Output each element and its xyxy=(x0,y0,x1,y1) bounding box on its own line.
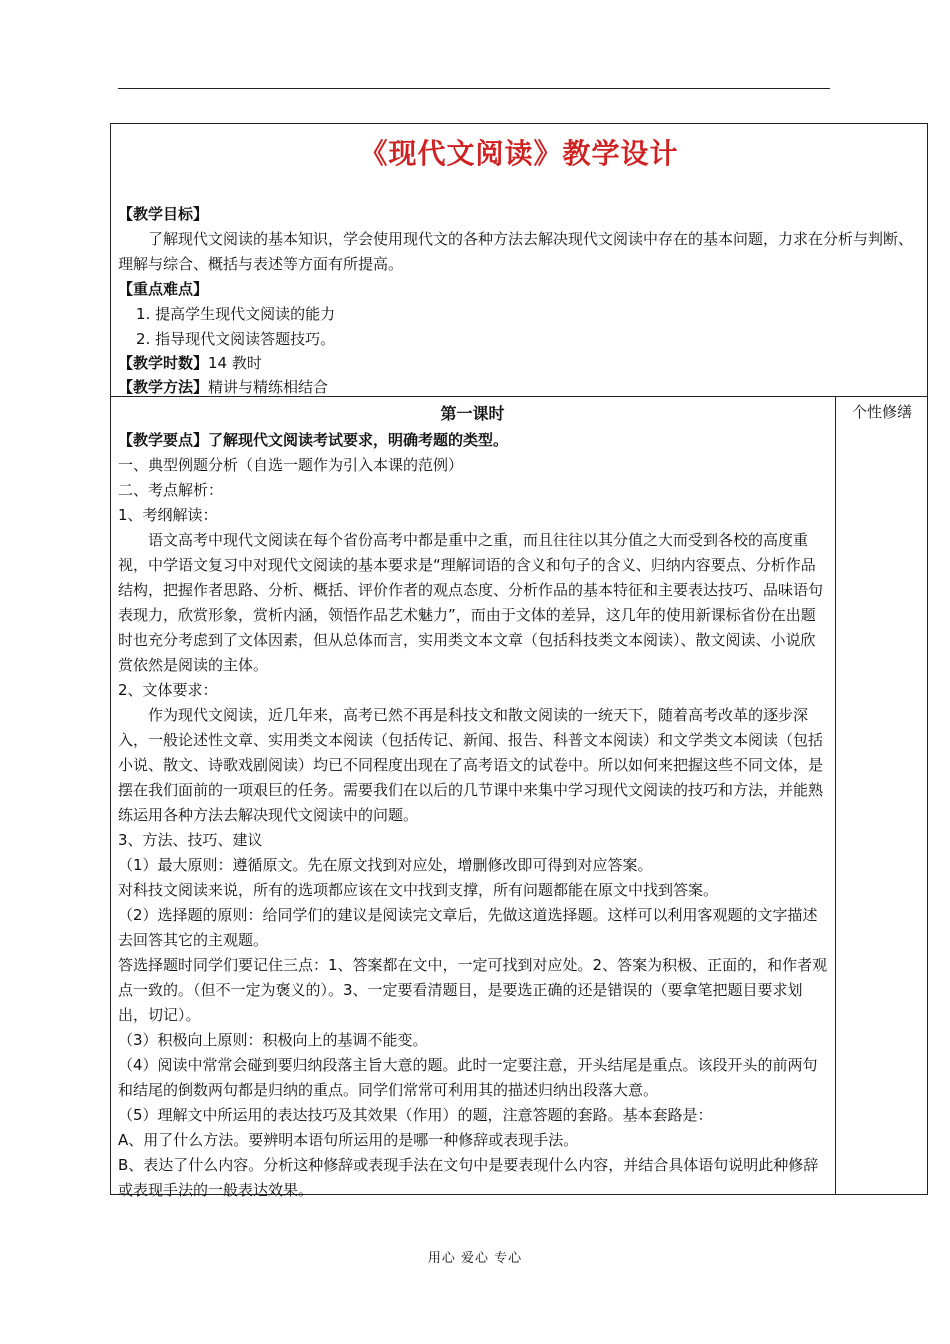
rule-line: 答选择题时同学们要记住三点：1、答案都在文中，一定可找到对应处。2、答案为积极、正面的，和作者观点一致的。（但不一定为褒义的）。3、一定要看清题目，是要选正确的还是错误的（要拿笔把题目要求划出，切记）。 xyxy=(118,956,828,1024)
hours-line xyxy=(118,351,926,376)
content-line: 二、考点解析： xyxy=(118,481,224,499)
rule-line: （2）选择题的原则：给同学们的建议是阅读完文章后，先做这道选择题。这样可以利用客观题的文字描述去回答其它的主观题。 xyxy=(118,906,818,949)
method-value: 精讲与精练相结合 xyxy=(208,378,329,396)
rule-line: A、用了什么方法。要辨明本语句所运用的是哪一种修辞或表现手法。 xyxy=(118,1131,579,1149)
exam-outline-paragraph: 语文高考中现代文阅读在每个省份高考中都是重中之重，而且往往以其分值之大而受到各校的高度重视，中学语文复习中对现代文阅读的基本要求是“理解词语的含义和句子的含义、归纳内容要点、分析作品结构，把握作者思路、分析、概括、评价作者的观点态度、分析作品的基本特征和主要表达技巧、品味语句表现力，欣赏形象，赏析内涵，领悟作品艺术魅力”，而由于文体的差异，这几年的使用新课标省份在出题时也充分考虑到了文体因素，但从总体而言，实用类文本文章（包括科技类文本阅读）、散文阅读、小说欣赏依然是阅读的主体。 xyxy=(118,531,824,674)
document-title: 《现代文阅读》教学设计 xyxy=(359,137,679,170)
content-line: 一、典型例题分析（自选一题作为引入本课的范例） xyxy=(118,456,464,474)
lesson-content xyxy=(118,428,830,1203)
objectives-heading: 【教学目标】 xyxy=(118,205,209,223)
lesson-focus: 【教学要点】了解现代文阅读考试要求，明确考题的类型。 xyxy=(118,431,509,449)
method-label: 【教学方法】 xyxy=(118,378,209,396)
key-points-section xyxy=(118,277,926,352)
rule-line: （3）积极向上原则：积极向上的基调不能变。 xyxy=(118,1031,428,1049)
rule-line: （1）最大原则：遵循原文。先在原文找到对应处，增删修改即可得到对应答案。 xyxy=(118,856,653,874)
key-point-item: 2. 指导现代文阅读答题技巧。 xyxy=(136,330,336,348)
rule-line: （5）理解文中所运用的表达技巧及其效果（作用）的题，注意答题的套路。基本套路是： xyxy=(118,1106,713,1124)
genre-paragraph: 作为现代文阅读，近几年来，高考已然不再是科技文和散文阅读的一统天下，随着高考改革的逐步深入，一般论述性文章、实用类文本阅读（包括传记、新闻、报告、科普文本阅读）和文学类文本阅读（包括小说、散文、诗歌戏剧阅读）均已不同程度出现在了高考语文的试卷中。所以如何来把握这些不同文体，是摆在我们面前的一项艰巨的任务。需要我们在以后的几节课中来集中学习现代文阅读的技巧和方法，并能熟练运用各种方法去解决现代文阅读中的问题。 xyxy=(118,706,824,824)
rule-line: （4）阅读中常常会碰到要归纳段落主旨大意的题。此时一定要注意，开头结尾是重点。该段开头的前两句和结尾的倒数两句都是归纳的重点。同学们常常可利用其的描述归纳出段落大意。 xyxy=(118,1056,818,1099)
lesson-title: 第一课时 xyxy=(440,404,505,423)
key-point-item: 1. 提高学生现代文阅读的能力 xyxy=(136,305,336,323)
content-line: 2、文体要求： xyxy=(118,681,218,699)
objectives-text: 了解现代文阅读的基本知识，学会使用现代文的各种方法去解决现代文阅读中存在的基本问题，力求在分析与判断、理解与综合、概括与表述等方面有所提高。 xyxy=(118,230,914,273)
sidebar-label: 个性修缮 xyxy=(851,403,912,421)
rule-line: 对科技文阅读来说，所有的选项都应该在文中找到支撑，所有问题都能在原文中找到答案。 xyxy=(118,881,719,899)
objectives-section xyxy=(118,202,926,277)
header-rule xyxy=(118,88,830,89)
key-points-heading: 【重点难点】 xyxy=(118,280,209,298)
rule-line: B、表达了什么内容。分析这种修辞或表现手法在文句中是要表现什么内容，并结合具体语句说明此种修辞或表现手法的一般表达效果。 xyxy=(118,1156,819,1199)
method-line xyxy=(118,375,926,400)
content-line: 1、考纲解读： xyxy=(118,506,218,524)
content-line: 3、方法、技巧、建议 xyxy=(118,831,263,849)
page-footer: 用心 爱心 专心 xyxy=(427,1251,523,1266)
table-column-divider xyxy=(835,396,836,1195)
hours-value: 14 教时 xyxy=(208,354,262,372)
hours-label: 【教学时数】 xyxy=(118,354,209,372)
